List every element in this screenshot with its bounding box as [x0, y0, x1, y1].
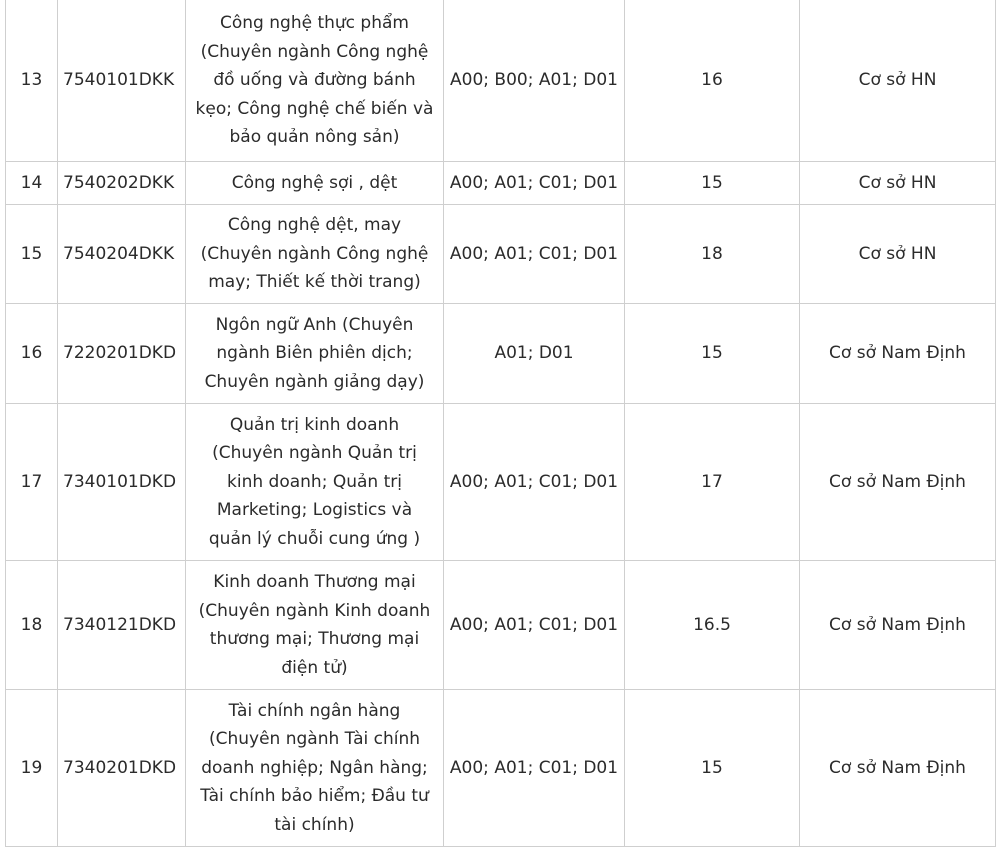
- major-name-line: Tài chính bảo hiểm; Đầu tư: [200, 786, 429, 807]
- table-row: [6, 690, 996, 847]
- campus-cell: Cơ sở HN: [800, 162, 996, 205]
- table-row: [6, 404, 996, 561]
- major-name-line: Tài chính ngân hàng: [228, 700, 401, 721]
- campus-cell: Cơ sở HN: [800, 0, 996, 162]
- score-cell: 16: [625, 0, 800, 162]
- major-name-line: bảo quản nông sản): [229, 127, 400, 148]
- major-name-line: Ngôn ngữ Anh (Chuyên: [215, 314, 414, 335]
- major-name-line: Công nghệ dệt, may: [227, 215, 402, 236]
- major-name-cell: [186, 690, 444, 847]
- major-code-cell: 7220201DKD: [58, 304, 186, 404]
- score-cell: 15: [625, 304, 800, 404]
- campus-cell: Cơ sở Nam Định: [800, 304, 996, 404]
- major-name-line: may; Thiết kế thời trang): [208, 272, 421, 293]
- major-name-line: kinh doanh; Quản trị: [227, 471, 402, 492]
- table-row: [6, 162, 996, 205]
- subject-combinations-cell: A00; B00; A01; D01: [444, 0, 625, 162]
- major-name-line: (Chuyên ngành Quản trị: [212, 443, 417, 464]
- stt-cell: 13: [6, 0, 58, 162]
- major-name-line: (Chuyên ngành Tài chính: [208, 729, 421, 750]
- major-name-line: ngành Biên phiên dịch;: [216, 343, 413, 364]
- major-name-line: Chuyên ngành giảng dạy): [204, 371, 425, 392]
- campus-cell: Cơ sở Nam Định: [800, 690, 996, 847]
- major-name-line: doanh nghiệp; Ngân hàng;: [201, 757, 428, 778]
- score-cell: 16.5: [625, 561, 800, 690]
- stt-cell: 16: [6, 304, 58, 404]
- major-name-line: tài chính): [274, 814, 355, 835]
- admissions-table: [5, 0, 996, 847]
- major-name-cell: [186, 561, 444, 690]
- major-code-cell: 7340121DKD: [58, 561, 186, 690]
- major-name-line: quản lý chuỗi cung ứng ): [208, 528, 421, 549]
- major-name-cell: [186, 205, 444, 304]
- subject-combinations-cell: A00; A01; C01; D01: [444, 404, 625, 561]
- stt-cell: 15: [6, 205, 58, 304]
- campus-cell: Cơ sở HN: [800, 205, 996, 304]
- major-name-line: (Chuyên ngành Kinh doanh: [198, 600, 431, 621]
- major-code-cell: 7540101DKK: [58, 0, 186, 162]
- campus-cell: Cơ sở Nam Định: [800, 561, 996, 690]
- score-cell: 15: [625, 162, 800, 205]
- admissions-table-body: [6, 0, 996, 847]
- major-name-line: kẹo; Công nghệ chế biến và: [195, 98, 434, 119]
- major-name-line: thương mại; Thương mại: [209, 629, 420, 649]
- subject-combinations-cell: A00; A01; C01; D01: [444, 162, 625, 205]
- major-name-line: Công nghệ sợi , dệt: [231, 172, 398, 193]
- major-name-line: Marketing; Logistics và: [216, 500, 413, 521]
- stt-cell: 19: [6, 690, 58, 847]
- major-name-cell: [186, 404, 444, 561]
- table-row: [6, 304, 996, 404]
- major-name-line: Công nghệ thực phẩm: [220, 13, 409, 34]
- score-cell: 18: [625, 205, 800, 304]
- major-name-line: điện tử): [281, 657, 348, 678]
- campus-cell: Cơ sở Nam Định: [800, 404, 996, 561]
- subject-combinations-cell: A00; A01; C01; D01: [444, 205, 625, 304]
- stt-cell: 14: [6, 162, 58, 205]
- major-name-line: (Chuyên ngành Công nghệ: [200, 243, 429, 264]
- major-name-cell: [186, 162, 444, 205]
- score-cell: 17: [625, 404, 800, 561]
- score-cell: 15: [625, 690, 800, 847]
- major-name-cell: [186, 304, 444, 404]
- subject-combinations-cell: A01; D01: [444, 304, 625, 404]
- subject-combinations-cell: A00; A01; C01; D01: [444, 690, 625, 847]
- major-name-cell: [186, 0, 444, 162]
- table-row: [6, 205, 996, 304]
- stt-cell: 17: [6, 404, 58, 561]
- major-name-line: (Chuyên ngành Công nghệ: [200, 41, 429, 62]
- major-code-cell: 7540202DKK: [58, 162, 186, 205]
- subject-combinations-cell: A00; A01; C01; D01: [444, 561, 625, 690]
- major-name-line: Quản trị kinh doanh: [229, 414, 400, 435]
- table-row: [6, 561, 996, 690]
- table-row: [6, 0, 996, 162]
- major-name-line: đồ uống và đường bánh: [213, 70, 416, 91]
- major-code-cell: 7540204DKK: [58, 205, 186, 304]
- major-name-line: Kinh doanh Thương mại: [213, 572, 416, 592]
- major-code-cell: 7340101DKD: [58, 404, 186, 561]
- major-code-cell: 7340201DKD: [58, 690, 186, 847]
- stt-cell: 18: [6, 561, 58, 690]
